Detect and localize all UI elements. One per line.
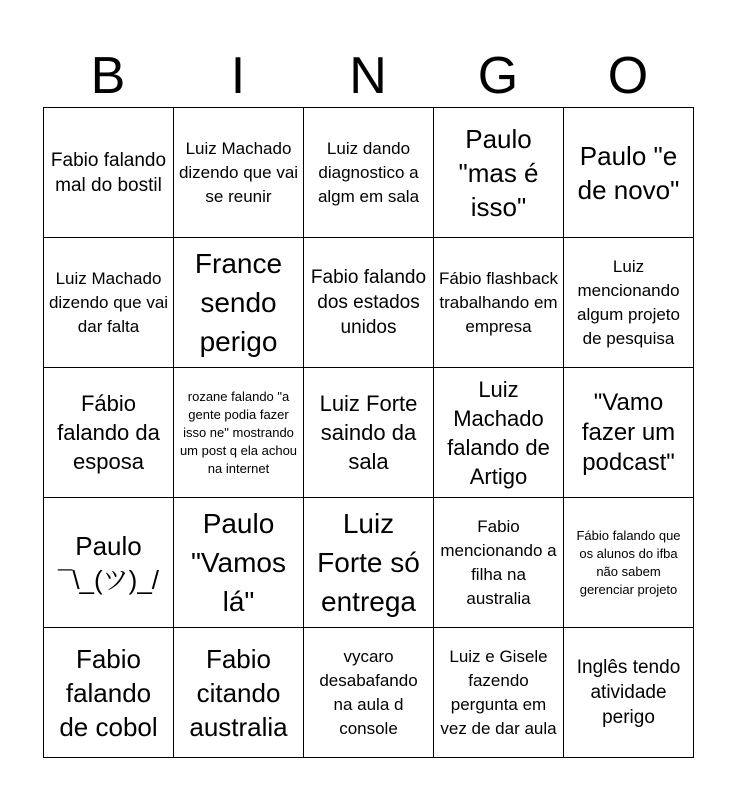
cell-text: Fabio citando australia (189, 643, 288, 742)
cell-text: Fábio falando da esposa (57, 391, 160, 474)
header-letter-b: B (90, 47, 126, 105)
cell-text: Paulo "e de novo" (577, 140, 680, 205)
cell-text: Luiz e Gisele fazendo pergunta em vez de dar aula (440, 646, 557, 738)
cell-text: Luiz dando diagnostico a algm em sala (317, 138, 420, 206)
cell-text: Luiz Forte saindo da sala (319, 391, 418, 474)
bingo-cell[interactable] (174, 498, 304, 628)
cell-text: "Vamo fazer um podcast" (581, 388, 676, 476)
bingo-cell[interactable] (564, 238, 694, 368)
bingo-cell[interactable] (564, 628, 694, 758)
bingo-cell[interactable] (564, 108, 694, 238)
bingo-cell[interactable] (174, 238, 304, 368)
cell-text: Luiz Forte só entrega (317, 508, 420, 617)
bingo-cell[interactable] (174, 628, 304, 758)
cell-text: France sendo perigo (194, 248, 283, 357)
bingo-card-grid (43, 107, 694, 758)
header-letter-n: N (349, 47, 387, 105)
cell-text: Inglês tendo atividade perigo (576, 657, 681, 728)
bingo-cell[interactable] (304, 238, 434, 368)
bingo-cell[interactable] (434, 498, 564, 628)
grid-row (44, 628, 694, 758)
cell-text: Fabio falando mal do bostil (50, 149, 167, 196)
header-letter-g: G (477, 47, 519, 105)
bingo-cell[interactable] (44, 498, 174, 628)
bingo-cell[interactable] (44, 368, 174, 498)
cell-text: Luiz Machado falando de Artigo (447, 376, 550, 489)
cell-text: Paulo ¯\_(ツ)_/ (57, 530, 160, 595)
bingo-cell[interactable] (304, 498, 434, 628)
cell-text: Paulo "Vamos lá" (190, 508, 286, 617)
bingo-cell[interactable] (44, 108, 174, 238)
cell-text: Paulo "mas é isso" (458, 123, 539, 222)
grid-row (44, 108, 694, 238)
bingo-cell[interactable] (304, 628, 434, 758)
grid-row (44, 498, 694, 628)
cell-text: vycaro desabafando na aula d console (319, 646, 418, 738)
cell-text: Fábio flashback trabalhando em empresa (438, 268, 559, 336)
bingo-cell[interactable] (174, 108, 304, 238)
bingo-cell[interactable] (304, 108, 434, 238)
cell-text: Luiz Machado dizendo que vai se reunir (178, 138, 299, 206)
grid-row (44, 238, 694, 368)
cell-text: rozane falando "a gente podia fazer isso ne" mostrando um post q ela achou na internet (179, 388, 298, 476)
cell-text: Fabio falando dos estados unidos (310, 267, 427, 338)
cell-text: Luiz Machado dizendo que vai dar falta (48, 268, 169, 336)
header-letter-o: O (607, 47, 649, 105)
bingo-cell[interactable] (564, 498, 694, 628)
cell-text: Fabio mencionando a filha na australia (440, 516, 557, 608)
cell-text: Fábio falando que os alunos do ifba não sabem gerenciar projeto (576, 527, 681, 597)
bingo-cell[interactable] (44, 238, 174, 368)
bingo-cell[interactable] (564, 368, 694, 498)
header-letter-i: I (230, 47, 246, 105)
cell-text: Luiz mencionando algum projeto de pesquisa (576, 256, 680, 348)
bingo-cell[interactable] (434, 238, 564, 368)
grid-row (44, 368, 694, 498)
bingo-cell[interactable] (434, 108, 564, 238)
bingo-cell[interactable] (304, 368, 434, 498)
bingo-header (43, 46, 693, 106)
bingo-cell[interactable] (434, 628, 564, 758)
cell-text: Fabio falando de cobol (59, 643, 158, 742)
bingo-cell[interactable] (434, 368, 564, 498)
bingo-cell[interactable] (44, 628, 174, 758)
bingo-cell[interactable] (174, 368, 304, 498)
